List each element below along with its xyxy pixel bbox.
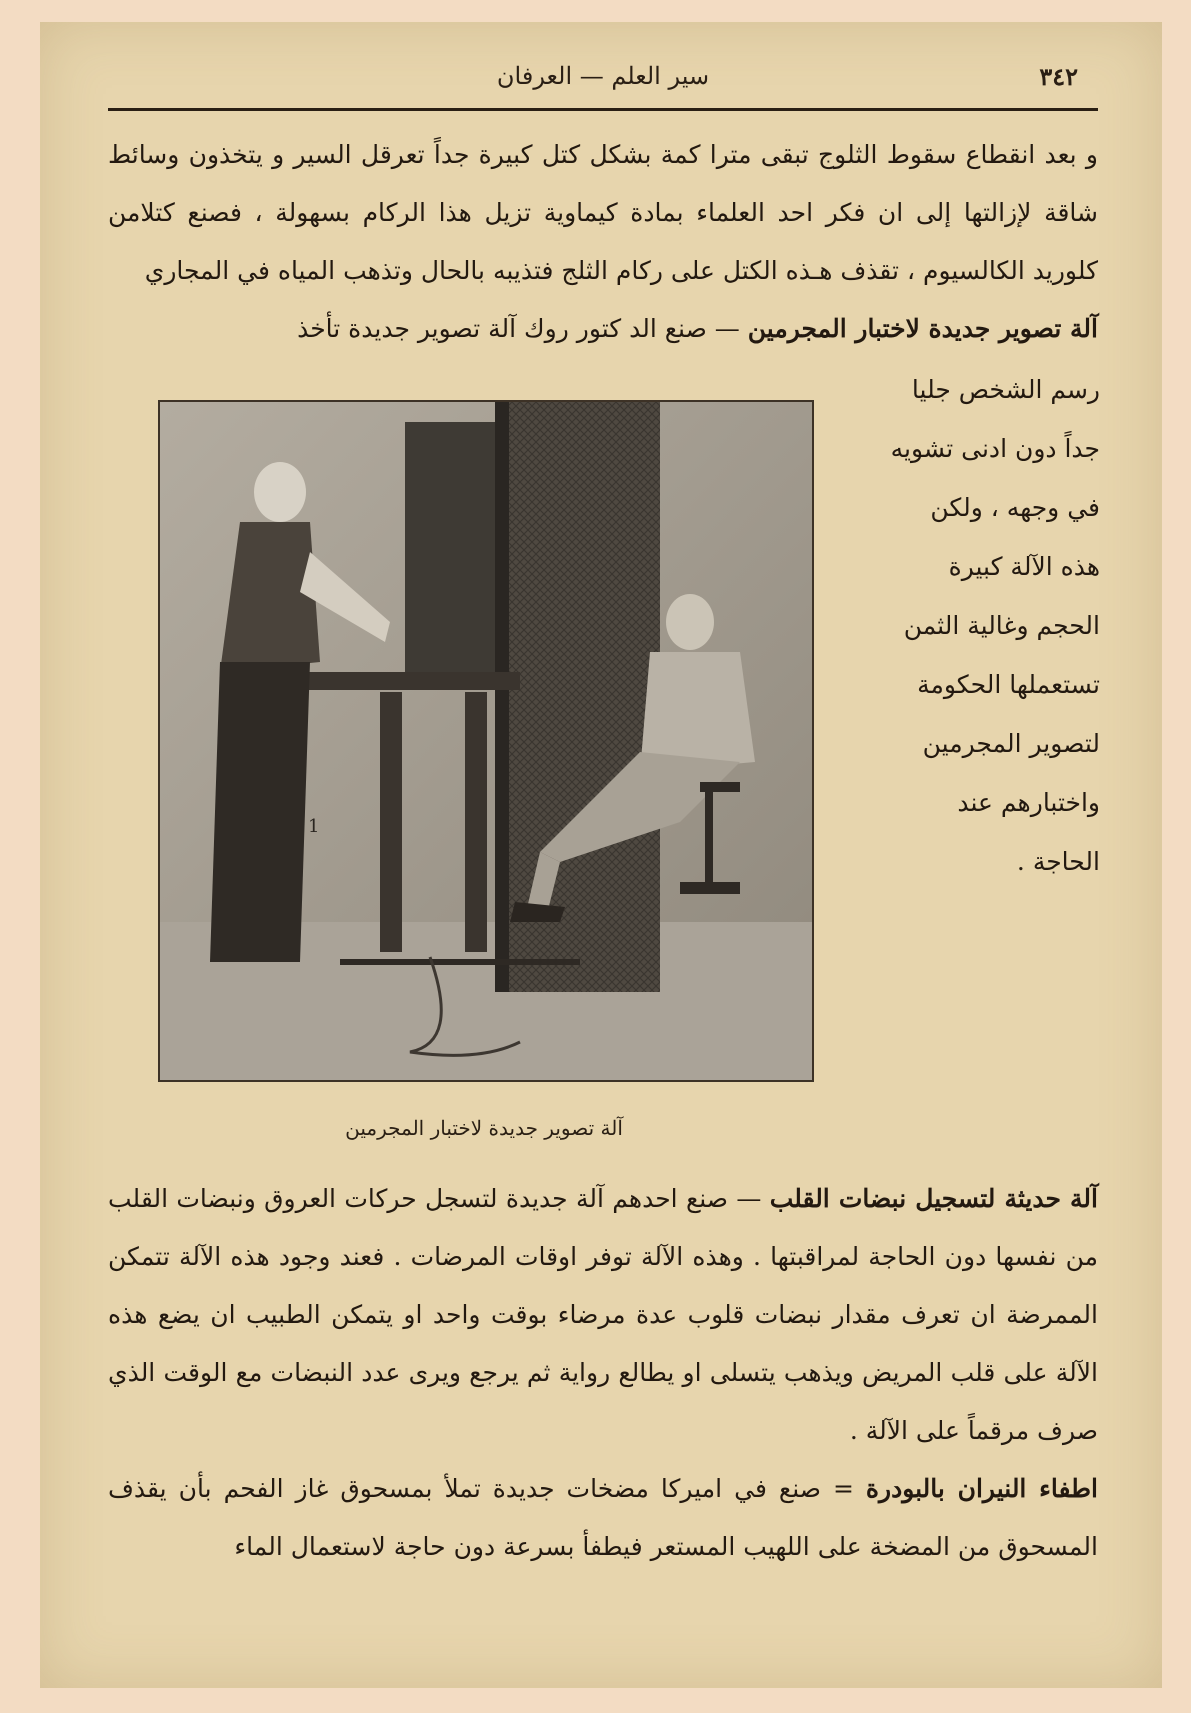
operator-figure — [254, 462, 306, 522]
side-line: في وجهه ، ولكن — [930, 493, 1100, 522]
heading-separator: — — [706, 314, 748, 343]
running-title: سير العلم — العرفان — [496, 62, 710, 90]
side-line: جداً دون ادنى تشويه — [890, 434, 1100, 463]
paragraph-camera-text: صنع الد كتور روك آلة تصوير جديدة تأخذ — [297, 314, 707, 343]
camera-photograph — [158, 400, 814, 1082]
heading-separator: = — [820, 1474, 866, 1503]
side-line: رسم الشخص جليا — [911, 375, 1100, 404]
photograph-illustration — [160, 402, 812, 1080]
paragraph-fire-powder-text: صنع في اميركا مضخات جديدة تملأ بمسحوق غاز الفحم بأن يقذف المسحوق من المضخة على اللهيب المستعر فيطفأ بسرعة دون حاجة لاستعمال الماء — [108, 1474, 1098, 1561]
heading-separator: — — [728, 1184, 770, 1213]
side-line: تستعملها الحكومة — [917, 670, 1100, 699]
section-heading-camera: آلة تصوير جديدة لاختبار المجرمين — [747, 314, 1098, 343]
camera-bellows-left — [405, 422, 500, 682]
side-line: الحجم وغالية الثمن — [903, 611, 1100, 640]
side-line: هذه الآلة كبيرة — [948, 552, 1100, 581]
page-number: ٣٤٢ — [1039, 62, 1078, 91]
paragraph-heart-monitor-text: صنع احدهم آلة جديدة لتسجل حركات العروق ونبضات القلب من نفسها دون الحاجة لمراقبتها . وهذه الآلة توفر اوقات المرضات . فعند وجود هذه الآلة تتمكن الممرضة ان تعرف مقدار نبضات قلوب عدة مرضاء بوقت واحد او يتمكن الطبيب ان يضع هذه الآلة على قلب المريض ويذهب يتسلى او يطالع رواية ثم يرجع ويرى عدد النبضات مع الوقت الذي صرف مرقماً على الآلة . — [108, 1184, 1098, 1445]
paragraph-camera — [108, 300, 1098, 358]
side-line: لتصوير المجرمين — [922, 729, 1100, 758]
side-line: واختبارهم عند — [957, 788, 1100, 817]
page-header — [108, 58, 1098, 108]
section-heading-heart-monitor: آلة حديثة لتسجيل نبضات القلب — [769, 1184, 1098, 1213]
header-rule — [108, 108, 1098, 111]
side-line: الحاجة . — [1016, 847, 1100, 876]
figure-caption: آلة تصوير جديدة لاختبار المجرمين — [345, 1116, 623, 1140]
side-column-text — [875, 360, 1100, 891]
section-heading-fire-powder: اطفاء النيران بالبودرة — [865, 1474, 1098, 1503]
seated-subject-figure — [666, 594, 714, 650]
paragraph-snow-removal: و بعد انقطاع سقوط الثلوج تبقى مترا كمة بشكل كتل كبيرة جداً تعرقل السير و يتخذون وسائط شاقة لإزالتها إلى ان فكر احد العلماء بمادة كيماوية تزيل هذا الركام بسهولة ، فصنع كتلامن كلوريد الكالسيوم ، تقذف هـذه الكتل على ركام الثلج فتذيبه بالحال وتذهب المياه في المجاري — [108, 140, 1098, 285]
figure-mark: 1 — [308, 816, 320, 837]
paragraph-heart-monitor — [108, 1170, 1098, 1460]
paragraph-fire-powder — [108, 1460, 1098, 1576]
